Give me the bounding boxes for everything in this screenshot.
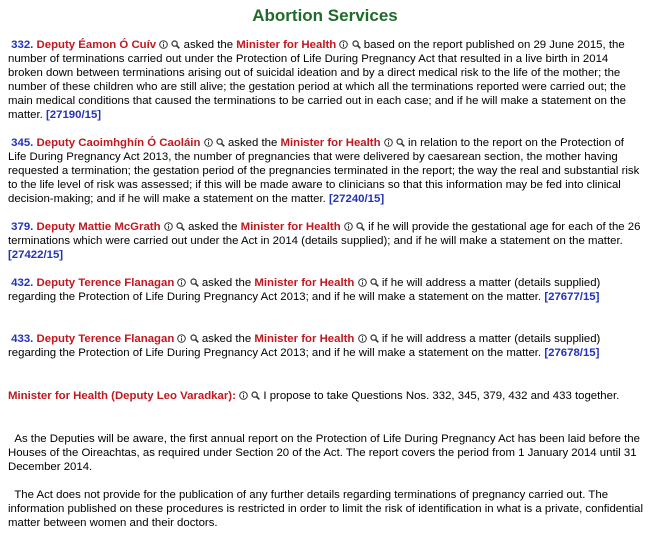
question-reference-link[interactable]: [27677/15] [544,291,600,303]
answer-paragraph [8,488,645,530]
question-345 [8,136,645,206]
info-icon[interactable] [358,334,367,343]
info-icon[interactable] [177,278,186,287]
question-text: if he will provide the gestational age for each of the 26 terminations which were carried out under the Act in 2014 (details supplied); and if he will make a statement on the matter. [8,221,641,247]
minister-link[interactable]: Minister for Health [240,221,341,233]
info-icon[interactable] [239,391,248,400]
answer-paragraph [8,432,645,474]
asked-text: asked the [188,221,238,233]
minister-link[interactable]: Minister for Health [254,277,355,289]
search-icon[interactable] [370,278,379,287]
deputy-link[interactable]: Deputy Terence Flanagan [36,277,175,289]
answer-intro-text: I propose to take Questions Nos. 332, 345, 379, 432 and 433 together. [263,390,620,402]
question-number: 332. [11,39,34,51]
question-reference-link[interactable]: [27422/15] [8,249,64,261]
question-number: 379. [11,221,34,233]
asked-text: asked the [201,333,252,345]
question-reference-link[interactable]: [27190/15] [46,109,102,121]
question-text: based on the report published on 29 June 2015, the number of terminations carried out under the Protection of Life During Pregnancy Act that resulted in a live birth in 2014 broken down between terminations arising out of suicidal ideation and by a direct medical risk to the life of the mother; the number of these children who are still alive; the gestation period at which all the terminations reported were carried out; the main medical conditions that caused the terminations to be carried out in each case; and if he will make a statement on the matter. [8,39,626,121]
search-icon[interactable] [396,138,405,147]
info-icon[interactable] [177,334,186,343]
answer-intro [8,389,645,403]
question-379 [8,220,645,262]
info-icon[interactable] [358,278,367,287]
info-icon[interactable] [384,138,393,147]
info-icon[interactable] [164,222,173,231]
answer-paragraph-text: As the Deputies will be aware, the first annual report on the Protection of Life During Pregnancy Act has been laid before the Houses of the Oireachtas, as required under Section 20 of the Act. The report covers the period from 1 January 2014 until 31 December 2014. [8,433,640,473]
search-icon[interactable] [370,334,379,343]
search-icon[interactable] [190,334,199,343]
search-icon[interactable] [171,40,180,49]
question-reference-link[interactable]: [27678/15] [544,347,600,359]
question-number: 432. [11,277,34,289]
minister-link[interactable]: Minister for Health [280,137,381,149]
search-icon[interactable] [352,40,361,49]
deputy-link[interactable]: Deputy Éamon Ó Cuív [36,39,157,51]
deputy-link[interactable]: Deputy Terence Flanagan [36,333,175,345]
asked-text: asked the [227,137,278,149]
deputy-link[interactable]: Deputy Caoimhghín Ó Caoláin [36,137,201,149]
question-reference-link[interactable]: [27240/15] [329,193,385,205]
search-icon[interactable] [356,222,365,231]
search-icon[interactable] [176,222,185,231]
question-number: 345. [11,137,34,149]
minister-link[interactable]: Minister for Health [236,39,337,51]
page-title: Abortion Services [252,6,398,25]
question-text: if he will address a matter (details supplied) regarding the Protection of Life During Pregnancy Act 2013; and if he will make a statement on the matter. [8,333,601,359]
question-number: 433. [11,333,34,345]
answer-paragraph-text: The Act does not provide for the publication of any further details regarding terminations of pregnancy carried out. The information published on these procedures is restricted in order to limit the risk of identification in what is a private, confidential matter between women and their doctors. [8,489,644,529]
question-433 [8,332,645,360]
search-icon[interactable] [251,391,260,400]
question-text: in relation to the report on the Protection of Life During Pregnancy Act 2013, the number of pregnancies that were delivered by caesarean section, the mother having requested a termination; the gestation period of the pregnancies terminated in the report; the way the real and substantial risk to the life level of risk was assessed; if this will be made aware to clinicians so that this information may be fed into clinical decision-making; and if he will make a statement on the matter. [8,137,640,205]
question-text: if he will address a matter (details supplied) regarding the Protection of Life During Pregnancy Act 2013; and if he will make a statement on the matter. [8,277,601,303]
asked-text: asked the [183,39,234,51]
info-icon[interactable] [159,40,168,49]
question-332 [8,38,645,122]
info-icon[interactable] [339,40,348,49]
speaker-link[interactable]: Minister for Health (Deputy Leo Varadkar): [8,390,236,402]
question-432 [8,276,645,304]
asked-text: asked the [201,277,252,289]
search-icon[interactable] [190,278,199,287]
info-icon[interactable] [204,138,213,147]
deputy-link[interactable]: Deputy Mattie McGrath [36,221,161,233]
search-icon[interactable] [216,138,225,147]
info-icon[interactable] [344,222,353,231]
minister-link[interactable]: Minister for Health [254,333,355,345]
